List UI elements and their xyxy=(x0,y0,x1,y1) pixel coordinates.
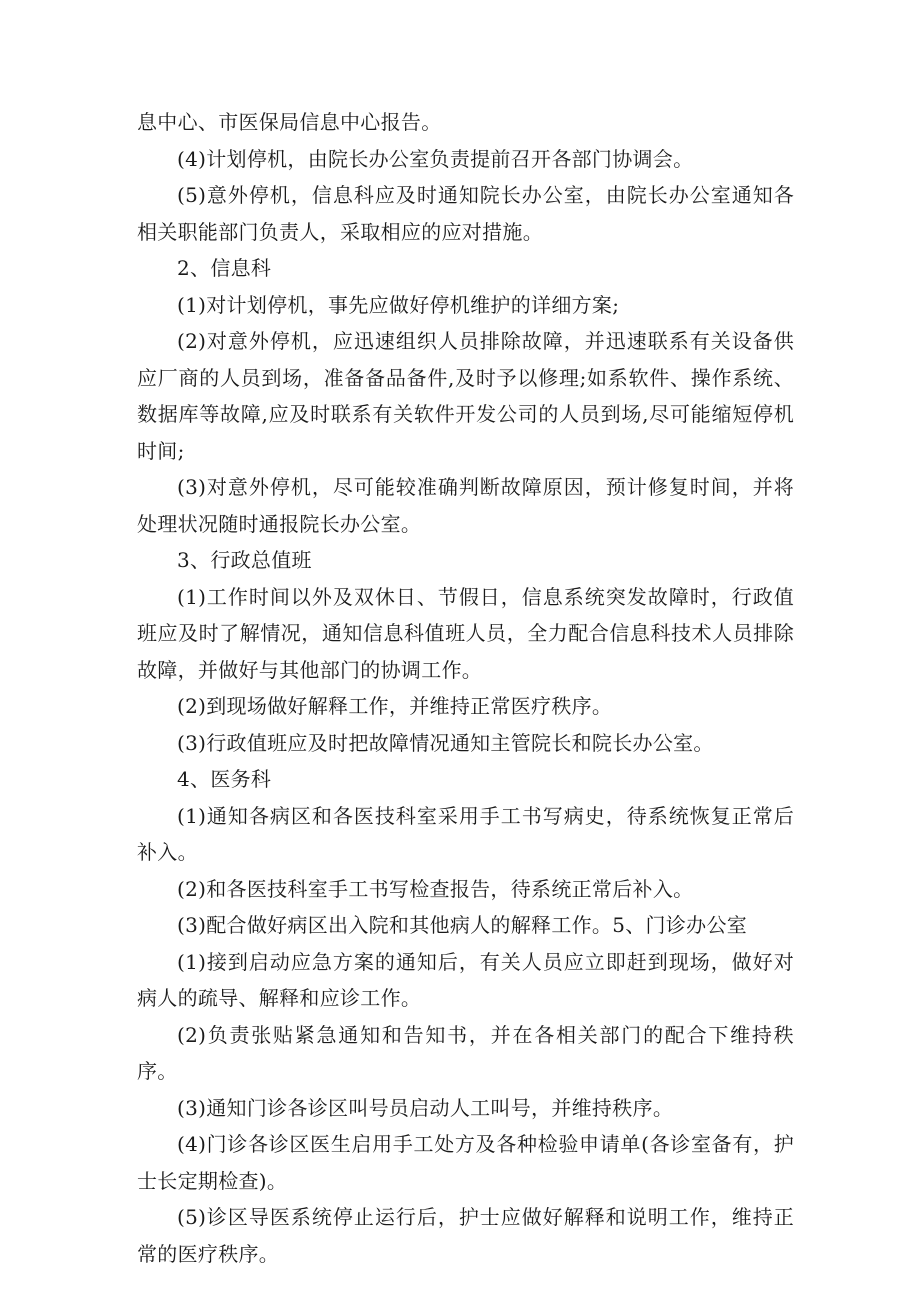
paragraph-item: (1)工作时间以外及双休日、节假日，信息系统突发故障时，行政值班应及时了解情况，通知信息科值班人员，全力配合信息科技术人员排除故障，并做好与其他部门的协调工作。 xyxy=(137,584,794,682)
paragraph-item: (2)负责张贴紧急通知和告知书，并在各相关部门的配合下维持秩序。 xyxy=(137,1022,794,1083)
paragraph-item: (4)门诊各诊区医生启用手工处方及各种检验申请单(各诊室备有，护士长定期检查)。 xyxy=(137,1132,794,1193)
section-heading-info-dept: 2、信息科 xyxy=(177,256,272,280)
paragraph-item: (3)行政值班应及时把故障情况通知主管院长和院长办公室。 xyxy=(177,730,714,755)
paragraph-item: (3)配合做好病区出入院和其他病人的解释工作。5、门诊办公室 xyxy=(177,913,748,937)
section-heading-medical-affairs: 4、医务科 xyxy=(177,767,272,791)
paragraph-item: (4)计划停机，由院长办公室负责提前召开各部门协调会。 xyxy=(177,146,694,171)
paragraph-item: (1)接到启动应急方案的通知后，有关人员应立即赶到现场，做好对病人的疏导、解释和应诊工作。 xyxy=(137,949,794,1010)
paragraph-item: (1)通知各病区和各医技科室采用手工书写病史，待系统恢复正常后补入。 xyxy=(137,803,794,864)
section-heading-admin-duty: 3、行政总值班 xyxy=(177,548,312,572)
paragraph-item: (1)对计划停机，事先应做好停机维护的详细方案; xyxy=(177,292,620,317)
paragraph-item: (2)到现场做好解释工作，并维持正常医疗秩序。 xyxy=(177,694,613,718)
paragraph-item: (3)通知门诊各诊区叫号员启动人工叫号，并维持秩序。 xyxy=(177,1095,674,1120)
paragraph-item: (5)诊区导医系统停止运行后，护士应做好解释和说明工作，维持正常的医疗秩序。 xyxy=(137,1205,794,1266)
paragraph-item: (3)对意外停机，尽可能较准确判断故障原因，预计修复时间，并将处理状况随时通报院长办公室。 xyxy=(137,475,794,536)
paragraph-item: (2)和各医技科室手工书写检查报告，待系统正常后补入。 xyxy=(177,876,694,901)
paragraph-continuation: 息中心、市医保局信息中心报告。 xyxy=(137,110,442,134)
paragraph-item: (2)对意外停机，应迅速组织人员排除故障，并迅速联系有关设备供应厂商的人员到场，准备备品备件,及时予以修理;如系软件、操作系统、数据库等故障,应及时联系有关软件开发公司的人员到场,尽可能缩短停机时间; xyxy=(137,329,794,463)
paragraph-item: (5)意外停机，信息科应及时通知院长办公室，由院长办公室通知各相关职能部门负责人，采取相应的应对措施。 xyxy=(137,183,794,244)
